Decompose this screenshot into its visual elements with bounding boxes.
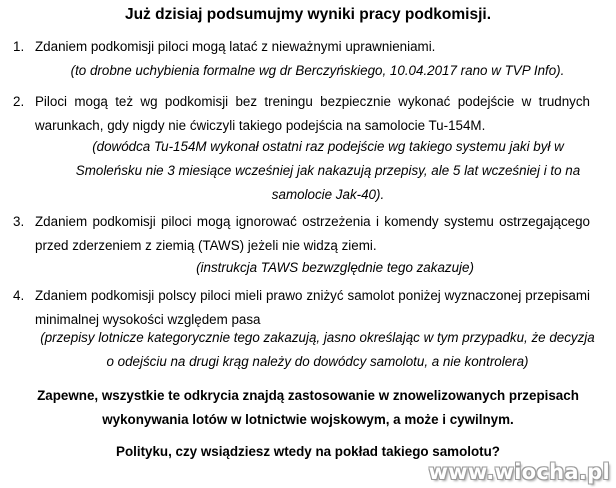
site-watermark: www.wiocha.pl xyxy=(428,460,610,484)
closing-question: Polityku, czy wsiądziesz wtedy na pokład takiego samolotu? xyxy=(116,444,500,459)
item-note-1: (to drobne uchybienia formalne wg dr Berczyńskiego, 10.04.2017 rano w TVP Info). xyxy=(70,63,565,78)
item-note-2: (dowódca Tu-154M wykonał ostatni raz podejście wg takiego systemu jaki był w Smoleńsku nie 3 miesiące wcześniej jak nakazują przepisy, ale 5 lat wcześniej i to na samolocie Jak-40). xyxy=(75,139,581,202)
item-text: Piloci mogą też wg podkomisji bez treningu bezpiecznie wykonać podejście w trudnych warunkach, gdy nigdy nie ćwiczyli takiego podejścia na samolocie Tu-154M. xyxy=(35,94,590,133)
item-number: 4. xyxy=(13,288,25,303)
item-number: 3. xyxy=(13,214,25,229)
item-note-3: (instrukcja TAWS bezwzględnie tego zakazuje) xyxy=(196,260,474,275)
list-item-3 xyxy=(0,210,616,260)
closing-statement: Zapewne, wszystkie te odkrycia znajdą zastosowanie w znowelizowanych przepisach wykonywania lotów w lotnictwie wojskowym, a może i cywilnym. xyxy=(37,388,579,427)
item-note-4: (przepisy lotnicze kategorycznie tego zakazują, jasno określając w tym przypadku, że decyzja o odejściu na drugi krąg należy do dowódcy samolotu, a nie kontrolera) xyxy=(40,330,595,369)
item-number: 2. xyxy=(13,94,25,109)
item-text: Zdaniem podkomisji piloci mogą ignorować ostrzeżenia i komendy systemu ostrzegającego przed zderzeniem z ziemią (TAWS) jeżeli nie widzą ziemi. xyxy=(35,214,590,253)
item-text: Zdaniem podkomisji polscy piloci mieli prawo zniżyć samolot poniżej wyznaczonej przepisami minimalnej wysokości względem pasa xyxy=(35,288,590,327)
item-text: Zdaniem podkomisji piloci mogą latać z nieważnymi uprawnieniami. xyxy=(35,39,436,54)
list-item-2 xyxy=(0,90,616,140)
document-title: Już dzisiaj podsumujmy wyniki pracy podkomisji. xyxy=(124,6,492,23)
item-number: 1. xyxy=(13,39,25,54)
